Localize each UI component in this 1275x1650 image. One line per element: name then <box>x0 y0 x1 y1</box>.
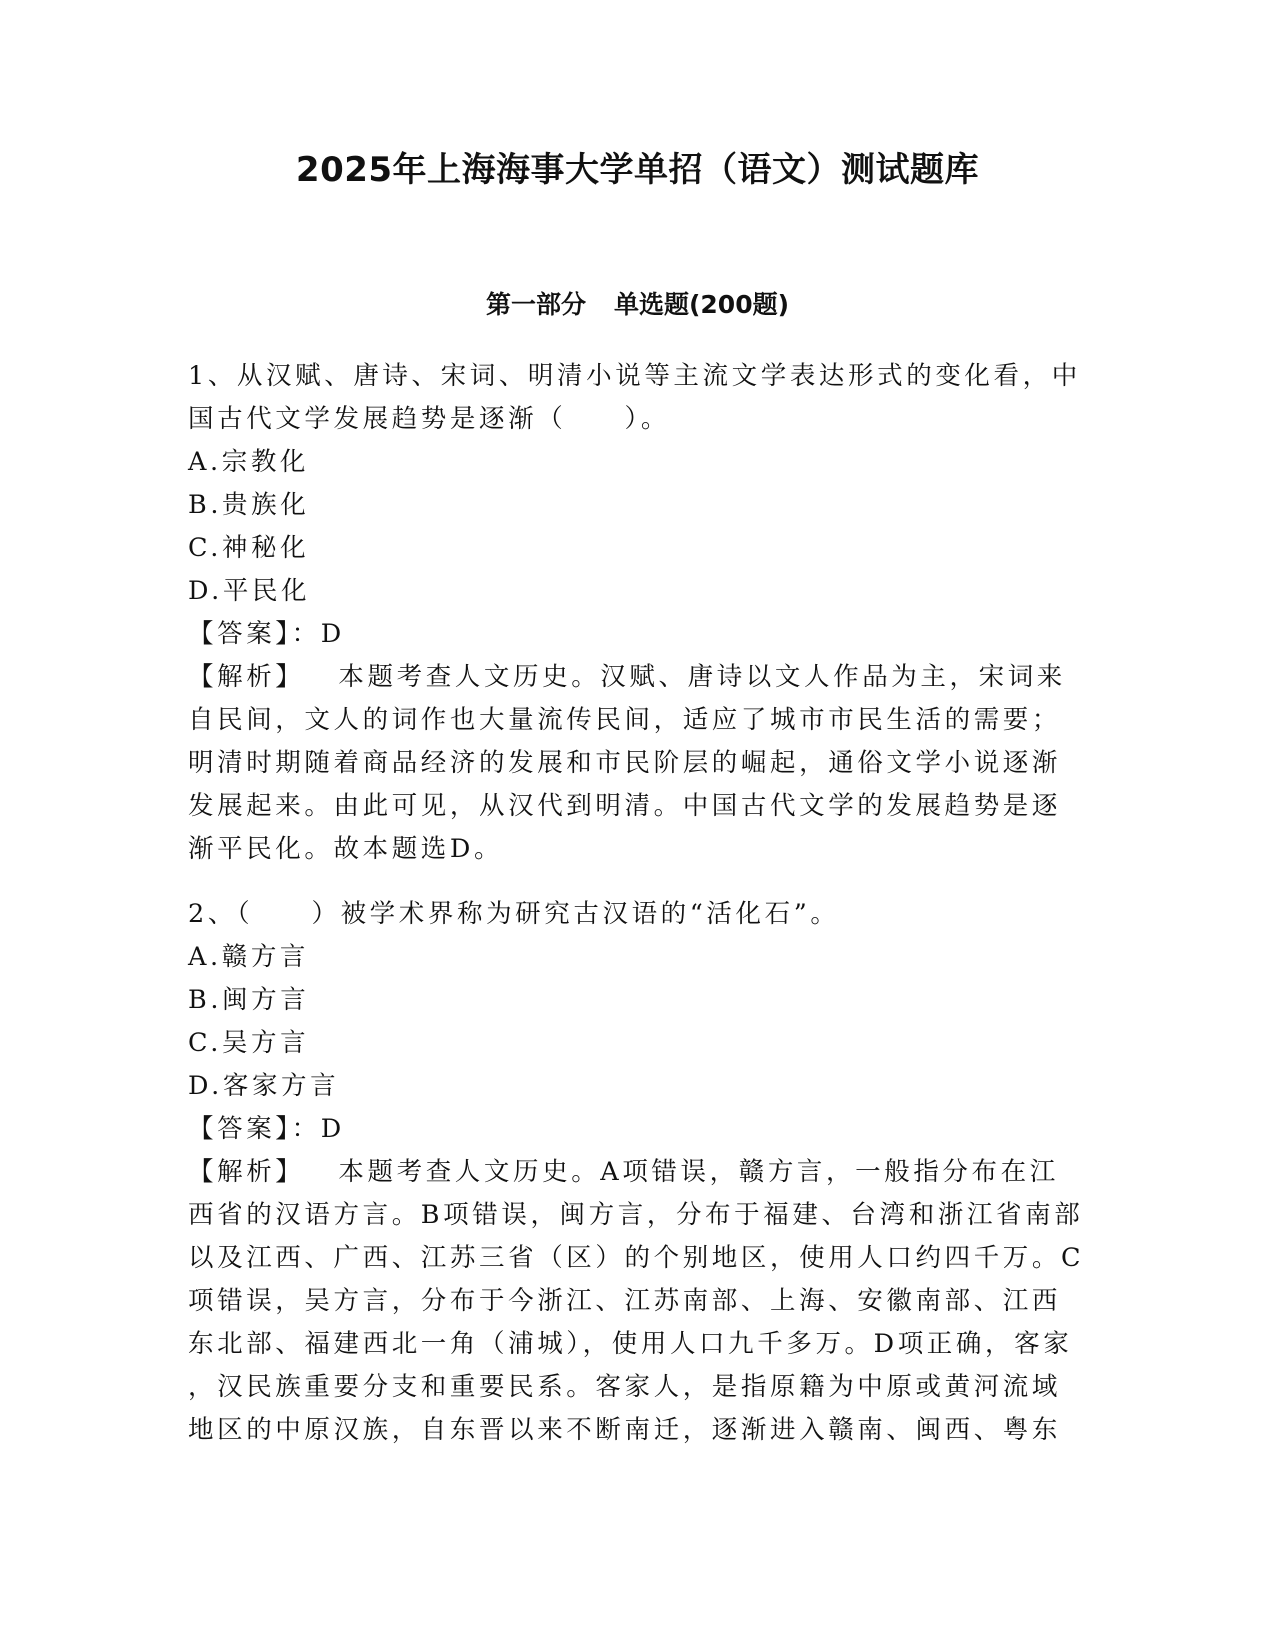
analysis-text: 明清时期随着商品经济的发展和市民阶层的崛起，通俗文学小说逐渐 <box>188 748 1062 778</box>
option-d: D.客家方言 <box>188 1071 340 1101</box>
analysis-line <box>188 656 1088 699</box>
answer-value: D <box>320 1114 345 1144</box>
section-part: 第一部分 <box>485 290 586 319</box>
option-c: C.吴方言 <box>188 1028 310 1058</box>
question-list <box>188 355 1088 1474</box>
analysis-text: 东北部、福建西北一角（浦城），使用人口九千多万。D项正确，客家 <box>188 1329 1073 1359</box>
analysis-text: 以及江西、广西、江苏三省（区）的个别地区，使用人口约四千万。C <box>188 1243 1085 1273</box>
analysis-text: 西省的汉语方言。B项错误，闽方言，分布于福建、台湾和浙江省南部 <box>188 1200 1084 1230</box>
analysis-label: 【解析】 <box>188 662 305 692</box>
question-2 <box>188 893 1088 1452</box>
analysis-text: 渐平民化。故本题选D。 <box>188 834 504 864</box>
analysis-text: 发展起来。由此可见，从汉代到明清。中国古代文学的发展趋势是逐 <box>188 791 1062 821</box>
document-title: 2025年上海海事大学单招（语文）测试题库 <box>295 150 980 190</box>
option-d: D.平民化 <box>188 576 311 606</box>
option-a: A.宗教化 <box>188 447 310 477</box>
question-stem-line: 1、从汉赋、唐诗、宋词、明清小说等主流文学表达形式的变化看，中 <box>188 361 1081 391</box>
option-c: C.神秘化 <box>188 533 310 563</box>
section-name: 单选题(200题) <box>613 290 790 319</box>
analysis-label: 【解析】 <box>188 1157 305 1187</box>
answer-value: D <box>320 619 345 649</box>
analysis-text: 本题考查人文历史。汉赋、唐诗以文人作品为主，宋词来 <box>338 662 1066 692</box>
section-title <box>0 288 1275 322</box>
option-a: A.赣方言 <box>188 942 310 972</box>
question-1 <box>188 355 1088 871</box>
option-b: B.贵族化 <box>188 490 310 520</box>
analysis-text: 项错误，吴方言，分布于今浙江、江苏南部、上海、安徽南部、江西 <box>188 1286 1062 1316</box>
question-stem-line: 国古代文学发展趋势是逐渐（ ）。 <box>188 404 670 434</box>
analysis-text: ，汉民族重要分支和重要民系。客家人，是指原籍为中原或黄河流域 <box>188 1372 1062 1402</box>
analysis-text: 本题考查人文历史。A项错误，赣方言，一般指分布在江 <box>338 1157 1059 1187</box>
answer-line <box>188 613 1088 656</box>
option-b: B.闽方言 <box>188 985 310 1015</box>
answer-label: 【答案】： <box>188 1114 321 1144</box>
question-stem-line: 2、（ ）被学术界称为研究古汉语的“活化石”。 <box>188 899 840 929</box>
analysis-line <box>188 1151 1088 1194</box>
answer-line <box>188 1108 1088 1151</box>
analysis-text: 自民间，文人的词作也大量流传民间，适应了城市市民生活的需要； <box>188 705 1062 735</box>
analysis-text: 地区的中原汉族，自东晋以来不断南迁，逐渐进入赣南、闽西、粤东 <box>188 1415 1062 1445</box>
answer-label: 【答案】： <box>188 619 321 649</box>
